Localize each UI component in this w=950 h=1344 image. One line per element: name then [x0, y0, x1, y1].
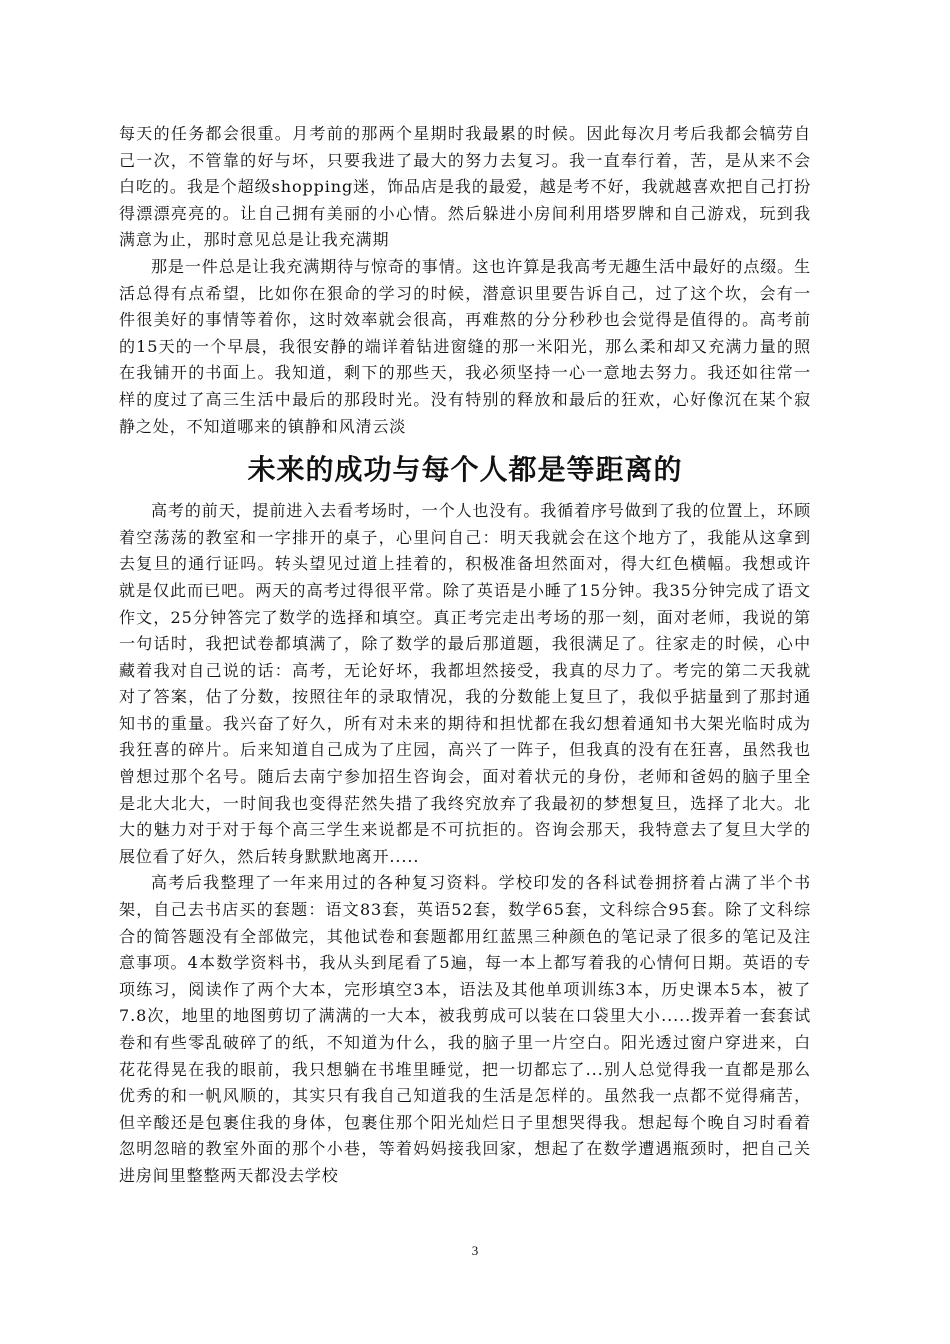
paragraph-3: 高考的前天，提前进入去看考场时，一个人也没有。我循着序号做到了我的位置上，环顾着空荡荡的教室和一字排开的桌子，心里问自己：明天我就会在这个地方了，我能从这拿到去复旦的通行证吗。转头望见过道上挂着的，积极准备坦然面对，得大红色横幅。我想或许就是仅此而已吧。两天的高考过得很平常。除了英语是小睡了15分钟。我35分钟完成了语文作文，25分钟答完了数学的选择和填空。真正考完走出考场的那一刻，面对老师，我说的第一句话时，我把试卷都填满了，除了数学的最后那道题，我很满足了。往家走的时候，心中藏着我对自己说的话：高考，无论好坏，我都坦然接受，我真的尽力了。考完的第二天我就对了答案，估了分数，按照往年的录取情况，我的分数能上复旦了，我似乎掂量到了那封通知书的重量。我兴奋了好久，所有对未来的期待和担忧都在我幻想着通知书大架光临时成为我狂喜的碎片。后来知道自己成为了庄园，高兴了一阵子，但我真的没有在狂喜，虽然我也曾想过那个名号。随后去南宁参加招生咨询会，面对着状元的身份，老师和爸妈的脑子里全是北大北大，一时间我也变得茫然失措了我终究放弃了我最初的梦想复旦，选择了北大。北大的魅力对于对于每个高三学生来说都是不可抗拒的。咨询会那天，我特意去了复旦大学的展位看了好久，然后转身默默地离开.....: [119, 501, 811, 866]
paragraph-1: 每天的任务都会很重。月考前的那两个星期时我最累的时候。因此每次月考后我都会犒劳自己一次，不管靠的好与坏，只要我进了最大的努力去复习。我一直奉行着，苦，是从来不会白吃的。我是个超级shopping迷，饰品店是我的最爱，越是考不好，我就越喜欢把自己打扮得漂漂亮亮的。让自己拥有美丽的小心情。然后躲进小房间利用塔罗牌和自己游戏，玩到我满意为止，那时意见总是让我充满期: [119, 124, 811, 250]
section-heading: 未来的成功与每个人都是等距离的: [247, 453, 683, 487]
document-body: [119, 121, 811, 1190]
paragraph-4: 高考后我整理了一年来用过的各种复习资料。学校印发的各科试卷拥挤着占满了半个书架，自己去书店买的套题：语文83套，英语52套，数学65套，文科综合95套。除了文科综合的简答题没有全部做完，其他试卷和套题都用红蓝黑三种颜色的笔记录了很多的笔记及注意事项。4本数学资料书，我从头到尾看了5遍，每一本上都写着我的心情何日期。英语的专项练习，阅读作了两个大本，完形填空3本，语法及其他单项训练3本，历史课本5本，被了7.8次，地里的地图剪切了满满的一大本，被我剪成可以装在口袋里大小.....拨弄着一套套试卷和有些零乱破碎了的纸，不知道为什么，我的脑子里一片空白。阳光透过窗户穿进来，白花花得晃在我的眼前，我只想躺在书堆里睡觉，把一切都忘了...别人总觉得我一直都是那么优秀的和一帆风顺的，其实只有我自己知道我的生活是怎样的。虽然我一点都不觉得痛苦，但辛酸还是包裹住我的身体，包裹住那个阳光灿烂日子里想哭得我。想起每个晚自习时看着忽明忽暗的教室外面的那个小巷，等着妈妈接我回家，想起了在数学遭遇瓶颈时，把自己关进房间里整整两天都没去学校: [119, 873, 811, 1185]
paragraph-2: 那是一件总是让我充满期待与惊奇的事情。这也许算是我高考无趣生活中最好的点缀。生活总得有点希望，比如你在狠命的学习的时候，潜意识里要告诉自己，过了这个坎，会有一件很美好的事情等着你，这时效率就会很高，再难熬的分分秒秒也会觉得是值得的。高考前的15天的一个早晨，我很安静的端详着钻进窗缝的那一米阳光，那么柔和却又充满力量的照在我铺开的书面上。我知道，剩下的那些天，我必须坚持一心一意地去努力。我还如往常一样的度过了高三生活中最后的那段时光。没有特别的释放和最后的狂欢，心好像沉在某个寂静之处，不知道哪来的镇静和风清云淡: [119, 256, 811, 436]
page-number: 3: [471, 1243, 479, 1258]
